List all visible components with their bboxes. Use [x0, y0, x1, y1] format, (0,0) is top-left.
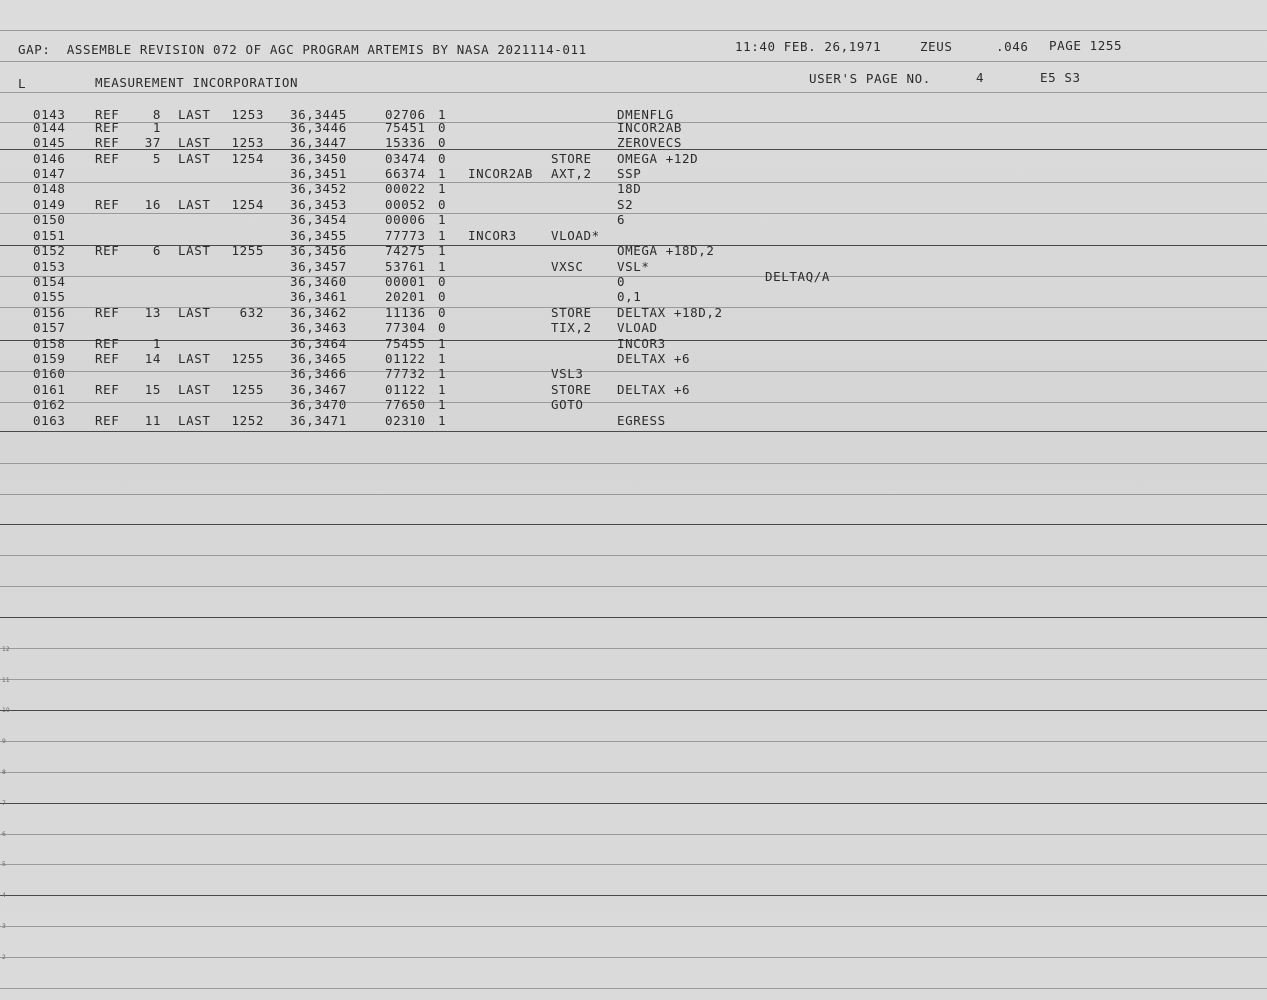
sign-bit: 1	[438, 243, 447, 258]
opcode: VLOAD*	[551, 228, 600, 243]
rule-line	[0, 555, 1267, 556]
run-code: .046	[996, 39, 1029, 54]
octal-word: 77304	[385, 320, 426, 335]
sign-bit: 0	[438, 120, 447, 135]
operand: DELTAX +6	[617, 351, 691, 366]
operand: OMEGA +18D,2	[617, 243, 715, 258]
listing-row	[0, 415, 1267, 430]
octal-word: 00006	[385, 212, 426, 227]
memory-address: 36,3455	[290, 228, 347, 243]
memory-address: 36,3462	[290, 305, 347, 320]
margin-number: 3	[2, 923, 6, 930]
line-number: 0150	[33, 212, 66, 227]
sign-bit: 0	[438, 151, 447, 166]
rule-line	[0, 710, 1267, 711]
code-label: INCOR3	[468, 228, 517, 243]
memory-address: 36,3445	[290, 107, 347, 122]
memory-address: 36,3470	[290, 397, 347, 412]
operand: VSL*	[617, 259, 650, 274]
ref-label: REF	[95, 382, 120, 397]
sign-bit: 0	[438, 135, 447, 150]
rule-line	[0, 463, 1267, 464]
line-number: 0149	[33, 197, 66, 212]
octal-word: 77732	[385, 366, 426, 381]
listing-row	[0, 368, 1267, 383]
ref-label: REF	[95, 351, 120, 366]
opcode: STORE	[551, 382, 592, 397]
octal-word: 03474	[385, 151, 426, 166]
memory-address: 36,3466	[290, 366, 347, 381]
last-label: LAST	[178, 382, 211, 397]
listing-row	[0, 353, 1267, 368]
assembly-title: GAP: ASSEMBLE REVISION 072 OF AGC PROGRAM ARTEMIS BY NASA 2021114-011	[18, 42, 587, 57]
line-number: 0160	[33, 366, 66, 381]
margin-number: 6	[2, 831, 6, 838]
operand: ZEROVECS	[617, 135, 683, 150]
ref-count: 1	[152, 120, 161, 135]
operand: SSP	[617, 166, 642, 181]
sign-bit: 0	[438, 289, 447, 304]
operand: 6	[617, 212, 626, 227]
page-number: PAGE 1255	[1049, 38, 1123, 53]
listing-row	[0, 137, 1267, 152]
sign-bit: 1	[438, 382, 447, 397]
line-number: 0146	[33, 151, 66, 166]
ref-label: REF	[95, 197, 120, 212]
memory-address: 36,3461	[290, 289, 347, 304]
sign-bit: 1	[438, 259, 447, 274]
operand: EGRESS	[617, 413, 666, 428]
memory-address: 36,3453	[290, 197, 347, 212]
octal-word: 20201	[385, 289, 426, 304]
memory-address: 36,3465	[290, 351, 347, 366]
memory-address: 36,3467	[290, 382, 347, 397]
ref-count: 6	[152, 243, 161, 258]
opcode: STORE	[551, 305, 592, 320]
last-label: LAST	[178, 243, 211, 258]
operand: INCOR3	[617, 336, 666, 351]
margin-number: 12	[2, 646, 10, 653]
line-number: 0144	[33, 120, 66, 135]
line-number: 0143	[33, 107, 66, 122]
line-number: 0154	[33, 274, 66, 289]
line-number: 0158	[33, 336, 66, 351]
operand: 18D	[617, 181, 642, 196]
octal-word: 02310	[385, 413, 426, 428]
margin-number: 4	[2, 892, 6, 899]
sign-bit: 1	[438, 366, 447, 381]
memory-address: 36,3451	[290, 166, 347, 181]
opcode: TIX,2	[551, 320, 592, 335]
octal-word: 53761	[385, 259, 426, 274]
rule-line	[0, 30, 1267, 31]
line-number: 0159	[33, 351, 66, 366]
listing-row	[0, 384, 1267, 399]
octal-word: 00022	[385, 181, 426, 196]
ref-count: 5	[152, 151, 161, 166]
octal-word: 00001	[385, 274, 426, 289]
last-label: LAST	[178, 413, 211, 428]
sign-bit: 1	[438, 228, 447, 243]
rule-line	[0, 431, 1267, 432]
listing-row	[0, 214, 1267, 229]
listing-row	[0, 183, 1267, 198]
line-number: 0148	[33, 181, 66, 196]
comment: DELTAQ/A	[765, 269, 831, 284]
operand: VLOAD	[617, 320, 658, 335]
sign-bit: 1	[438, 336, 447, 351]
opcode: AXT,2	[551, 166, 592, 181]
memory-address: 36,3446	[290, 120, 347, 135]
ref-count: 1	[152, 336, 161, 351]
rule-line	[0, 61, 1267, 62]
ref-count: 8	[152, 107, 161, 122]
listing-row	[0, 322, 1267, 337]
opcode: STORE	[551, 151, 592, 166]
octal-word: 66374	[385, 166, 426, 181]
rule-line	[0, 617, 1267, 618]
margin-number: 8	[2, 769, 6, 776]
octal-word: 77650	[385, 397, 426, 412]
memory-address: 36,3454	[290, 212, 347, 227]
line-number: 0155	[33, 289, 66, 304]
line-number: 0145	[33, 135, 66, 150]
memory-address: 36,3452	[290, 181, 347, 196]
memory-address: 36,3450	[290, 151, 347, 166]
margin-number: 7	[2, 800, 6, 807]
rule-line	[0, 834, 1267, 835]
memory-address: 36,3456	[290, 243, 347, 258]
ref-label: REF	[95, 151, 120, 166]
rule-line	[0, 864, 1267, 865]
listing-row	[0, 199, 1267, 214]
users-page-label: USER'S PAGE NO.	[809, 71, 931, 86]
listing-row	[0, 291, 1267, 306]
last-label: LAST	[178, 151, 211, 166]
last-page: 1254	[231, 197, 264, 212]
sign-bit: 0	[438, 197, 447, 212]
memory-address: 36,3457	[290, 259, 347, 274]
operand: DELTAX +6	[617, 382, 691, 397]
sign-bit: 1	[438, 397, 447, 412]
ref-count: 37	[144, 135, 161, 150]
octal-word: 01122	[385, 351, 426, 366]
last-page: 1253	[231, 107, 264, 122]
octal-word: 00052	[385, 197, 426, 212]
listing-row	[0, 245, 1267, 260]
octal-word: 02706	[385, 107, 426, 122]
last-page: 1255	[231, 243, 264, 258]
line-number: 0161	[33, 382, 66, 397]
sign-bit: 0	[438, 320, 447, 335]
margin-number: 5	[2, 861, 6, 868]
last-label: LAST	[178, 197, 211, 212]
user-name: ZEUS	[920, 39, 953, 54]
listing-row	[0, 399, 1267, 414]
line-number: 0162	[33, 397, 66, 412]
octal-word: 11136	[385, 305, 426, 320]
opcode: GOTO	[551, 397, 584, 412]
timestamp: 11:40 FEB. 26,1971	[735, 39, 882, 54]
memory-address: 36,3463	[290, 320, 347, 335]
sign-bit: 1	[438, 181, 447, 196]
sign-bit: 1	[438, 212, 447, 227]
last-label: LAST	[178, 107, 211, 122]
rule-line	[0, 741, 1267, 742]
rule-line	[0, 679, 1267, 680]
last-page: 1253	[231, 135, 264, 150]
last-page: 1254	[231, 151, 264, 166]
last-label: LAST	[178, 351, 211, 366]
last-page: 1255	[231, 351, 264, 366]
operand: DMENFLG	[617, 107, 674, 122]
rule-line	[0, 92, 1267, 93]
octal-word: 01122	[385, 382, 426, 397]
rule-line	[0, 586, 1267, 587]
octal-word: 75451	[385, 120, 426, 135]
operand: OMEGA +12D	[617, 151, 699, 166]
last-page: 632	[239, 305, 264, 320]
octal-word: 15336	[385, 135, 426, 150]
rule-line	[0, 648, 1267, 649]
ref-label: REF	[95, 336, 120, 351]
octal-word: 77773	[385, 228, 426, 243]
line-number: 0156	[33, 305, 66, 320]
line-number: 0152	[33, 243, 66, 258]
ref-label: REF	[95, 305, 120, 320]
ref-count: 14	[144, 351, 161, 366]
opcode: VXSC	[551, 259, 584, 274]
memory-address: 36,3471	[290, 413, 347, 428]
log-code: E5 S3	[1040, 70, 1081, 85]
margin-number: 10	[2, 707, 10, 714]
rule-line	[0, 957, 1267, 958]
octal-word: 75455	[385, 336, 426, 351]
sign-bit: 1	[438, 351, 447, 366]
operand: DELTAX +18D,2	[617, 305, 723, 320]
last-page: 1255	[231, 382, 264, 397]
ref-label: REF	[95, 120, 120, 135]
ref-label: REF	[95, 243, 120, 258]
ref-count: 13	[144, 305, 161, 320]
rule-line	[0, 895, 1267, 896]
line-number: 0151	[33, 228, 66, 243]
rule-line	[0, 494, 1267, 495]
last-label: LAST	[178, 135, 211, 150]
octal-word: 74275	[385, 243, 426, 258]
operand: S2	[617, 197, 634, 212]
code-label: INCOR2AB	[468, 166, 534, 181]
ref-label: REF	[95, 107, 120, 122]
rule-line	[0, 926, 1267, 927]
rule-line	[0, 988, 1267, 989]
line-number: 0147	[33, 166, 66, 181]
line-number: 0163	[33, 413, 66, 428]
ref-label: REF	[95, 135, 120, 150]
line-number: 0153	[33, 259, 66, 274]
sign-bit: 1	[438, 413, 447, 428]
ref-count: 16	[144, 197, 161, 212]
memory-address: 36,3447	[290, 135, 347, 150]
rule-line	[0, 803, 1267, 804]
operand: 0,1	[617, 289, 642, 304]
ref-count: 11	[144, 413, 161, 428]
listing-row	[0, 261, 1267, 276]
memory-address: 36,3460	[290, 274, 347, 289]
line-number: 0157	[33, 320, 66, 335]
margin-number: 11	[2, 677, 10, 684]
sign-bit: 0	[438, 305, 447, 320]
ref-count: 15	[144, 382, 161, 397]
rule-line	[0, 524, 1267, 525]
memory-address: 36,3464	[290, 336, 347, 351]
sign-bit: 1	[438, 107, 447, 122]
operand: INCOR2AB	[617, 120, 683, 135]
margin-number: 9	[2, 738, 6, 745]
ref-label: REF	[95, 413, 120, 428]
sign-bit: 1	[438, 166, 447, 181]
rule-line	[0, 772, 1267, 773]
sign-bit: 0	[438, 274, 447, 289]
last-label: LAST	[178, 305, 211, 320]
section-title: MEASUREMENT INCORPORATION	[95, 75, 299, 90]
margin-number: 2	[2, 954, 6, 961]
opcode: VSL3	[551, 366, 584, 381]
users-page-number: 4	[976, 70, 985, 85]
last-page: 1252	[231, 413, 264, 428]
section-letter: L	[18, 76, 27, 91]
operand: 0	[617, 274, 626, 289]
